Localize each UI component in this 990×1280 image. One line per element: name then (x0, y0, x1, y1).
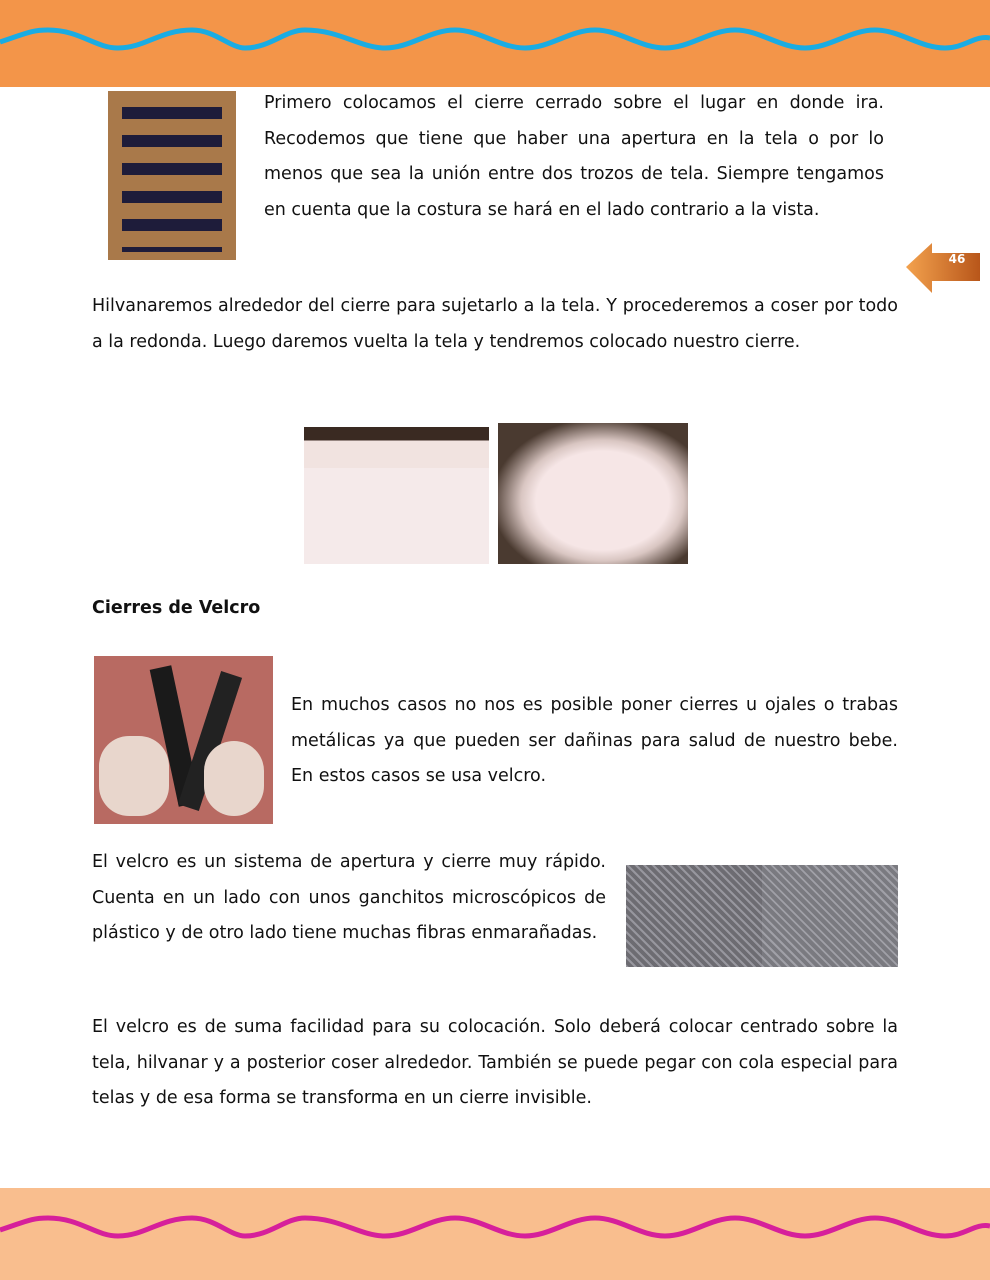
sewn-zipper-photo-2 (498, 423, 688, 564)
header-wave-decoration (0, 20, 990, 60)
page-number: 46 (948, 252, 966, 266)
zippers-photo (108, 91, 236, 260)
page-footer-band (0, 1188, 990, 1280)
left-arrow-icon (906, 243, 982, 293)
velcro-hands-photo (94, 656, 273, 824)
paragraph-velcro-definition: El velcro es un sistema de apertura y cierre muy rápido. Cuenta en un lado con unos ganchitos microscópicos de plástico y de otro lado tiene muchas fibras enmarañadas. (92, 852, 606, 943)
sewn-zipper-photo-1 (304, 427, 489, 564)
paragraph-velcro-application: El velcro es de suma facilidad para su colocación. Solo deberá colocar centrado sobre la tela, hilvanar y a posterior coser alrededor. También se puede pegar con cola especial para telas y de esa forma se transforma en un cierre invisible. (92, 1017, 898, 1108)
paragraph-zipper-placement: Primero colocamos el cierre cerrado sobre el lugar en donde ira. Recodemos que tiene que haber una apertura en la tela o por lo menos que sea la unión entre dos trozos de tela. Siempre tengamos en cuenta que la costura se hará en el lado contrario a la vista. (264, 93, 884, 220)
footer-wave-decoration (0, 1208, 990, 1248)
section-heading-velcro: Cierres de Velcro (92, 598, 261, 618)
velcro-closeup-photo (626, 865, 898, 967)
page-number-badge (906, 243, 982, 293)
paragraph-basting: Hilvanaremos alrededor del cierre para sujetarlo a la tela. Y procederemos a coser por todo a la redonda. Luego daremos vuelta la tela y tendremos colocado nuestro cierre. (92, 296, 898, 352)
paragraph-velcro-usage: En muchos casos no nos es posible poner cierres u ojales o trabas metálicas ya que pueden ser dañinas para salud de nuestro bebe. En estos casos se usa velcro. (291, 695, 898, 786)
page-header-band (0, 0, 990, 87)
